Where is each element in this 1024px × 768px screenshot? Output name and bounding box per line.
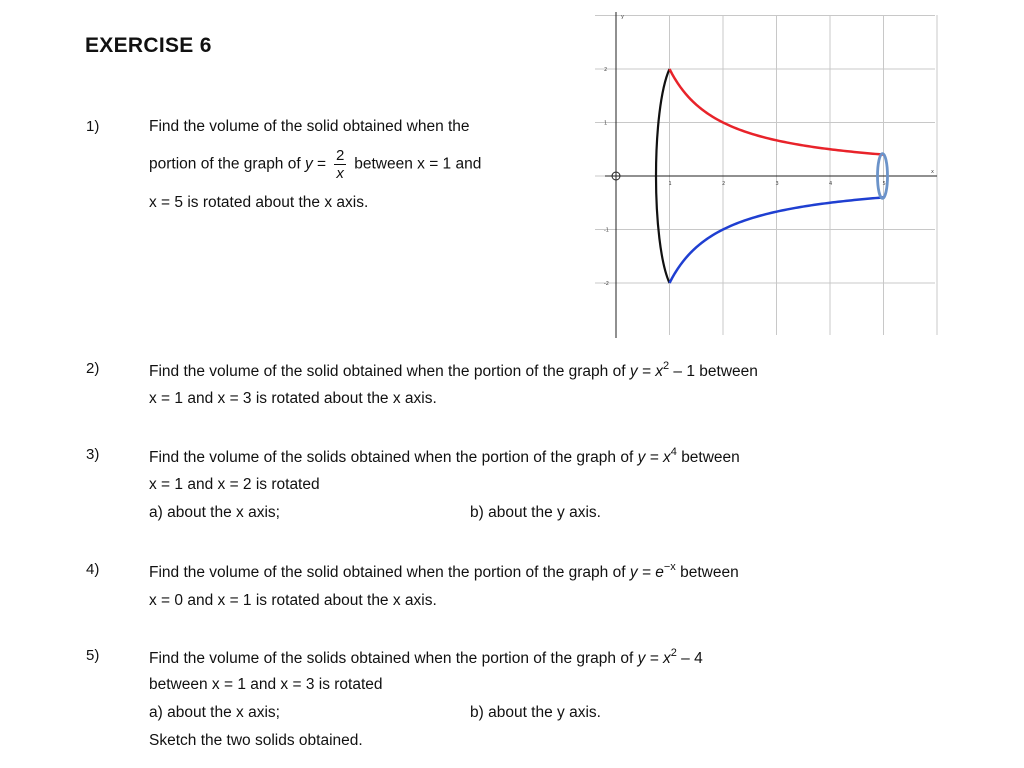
x-tick-label: 5 bbox=[882, 181, 886, 187]
exercise-4-line-2: x = 0 and x = 1 is rotated about the x axis. bbox=[149, 592, 437, 609]
exercise-3-line-1 bbox=[149, 446, 740, 467]
exercise-3-number: 3) bbox=[86, 446, 100, 463]
exercise-1-line-2-pre: portion of the graph of bbox=[149, 155, 301, 173]
exercise-3-line-1-post: between bbox=[681, 449, 740, 466]
x-tick-labels bbox=[669, 181, 886, 187]
exercise-1-numerator: 2 bbox=[336, 147, 345, 164]
exercise-4-line-1 bbox=[149, 561, 739, 582]
exercise-5-exponent: 2 bbox=[670, 647, 677, 659]
x-axis-label: x bbox=[931, 169, 934, 175]
x-tick-label: 1 bbox=[668, 181, 672, 187]
exercise-5-equation: y = x bbox=[637, 650, 671, 667]
exercise-3-part-b: b) about the y axis. bbox=[470, 504, 601, 521]
exercise-1-line-2-post: between x = 1 and bbox=[354, 155, 482, 173]
exercise-5-number: 5) bbox=[86, 647, 100, 664]
exercise-2-line-1-pre: Find the volume of the solid obtained when the portion of the graph of bbox=[149, 363, 626, 380]
exercise-1-equals: = bbox=[317, 155, 327, 173]
exercise-1-line-2 bbox=[149, 147, 481, 182]
exercise-1-denominator: x bbox=[336, 165, 344, 182]
exercise-1-line-3: x = 5 is rotated about the x axis. bbox=[149, 194, 369, 211]
exercise-5-line-2: between x = 1 and x = 3 is rotated bbox=[149, 676, 383, 693]
x-tick-label: 3 bbox=[775, 181, 779, 187]
exercise-1-line-1: Find the volume of the solid obtained when the bbox=[149, 118, 470, 135]
y-axis-label: y bbox=[621, 14, 624, 20]
exercise-4-line-1-post: between bbox=[680, 564, 739, 581]
exercise-3-part-a: a) about the x axis; bbox=[149, 504, 280, 521]
exercise-5-line-1-post: – 4 bbox=[676, 650, 703, 667]
x-tick-label: 2 bbox=[722, 181, 726, 187]
y-tick-label: -1 bbox=[604, 227, 609, 234]
exercise-2-number: 2) bbox=[86, 360, 100, 377]
exercise-5-part-a: a) about the x axis; bbox=[149, 704, 280, 721]
x-tick-label: 4 bbox=[829, 181, 833, 187]
exercise-2-line-1-post: – 1 between bbox=[669, 363, 758, 380]
exercise-1-number: 1) bbox=[86, 118, 100, 135]
exercise-2-exponent: 2 bbox=[663, 360, 670, 372]
exercise-5-line-4: Sketch the two solids obtained. bbox=[149, 732, 363, 749]
exercise-4-exponent: −x bbox=[663, 561, 676, 573]
exercise-1-y-var: y bbox=[304, 155, 313, 173]
exercise-4-line-1-pre: Find the volume of the solid obtained when the portion of the graph of bbox=[149, 564, 626, 581]
exercise-2-line-1 bbox=[149, 360, 758, 381]
y-tick-label: -2 bbox=[604, 281, 609, 287]
exercise-1-fraction bbox=[334, 147, 346, 182]
y-tick-labels bbox=[604, 67, 609, 287]
y-tick-label: 2 bbox=[604, 67, 608, 73]
page-title: EXERCISE 6 bbox=[85, 34, 212, 57]
exercise-2-equation: y = x bbox=[629, 363, 663, 380]
exercise-5-line-1-pre: Find the volume of the solids obtained when the portion of the graph of bbox=[149, 650, 634, 667]
exercise-2-line-2: x = 1 and x = 3 is rotated about the x axis. bbox=[149, 390, 437, 407]
y-tick-label: 1 bbox=[604, 120, 608, 127]
exercise-3-line-1-pre: Find the volume of the solids obtained when the portion of the graph of bbox=[149, 449, 634, 466]
exercise-4-equation: y = e bbox=[629, 564, 664, 581]
exercise-3-exponent: 4 bbox=[670, 446, 677, 458]
graph-grid bbox=[595, 15, 937, 335]
exercise-5-part-b: b) about the y axis. bbox=[470, 704, 601, 721]
exercise-5-line-1 bbox=[149, 647, 703, 668]
solid-of-revolution-graph bbox=[595, 10, 940, 340]
exercise-4-number: 4) bbox=[86, 561, 100, 578]
exercise-3-equation: y = x bbox=[637, 449, 671, 466]
exercise-3-line-2: x = 1 and x = 2 is rotated bbox=[149, 476, 320, 493]
